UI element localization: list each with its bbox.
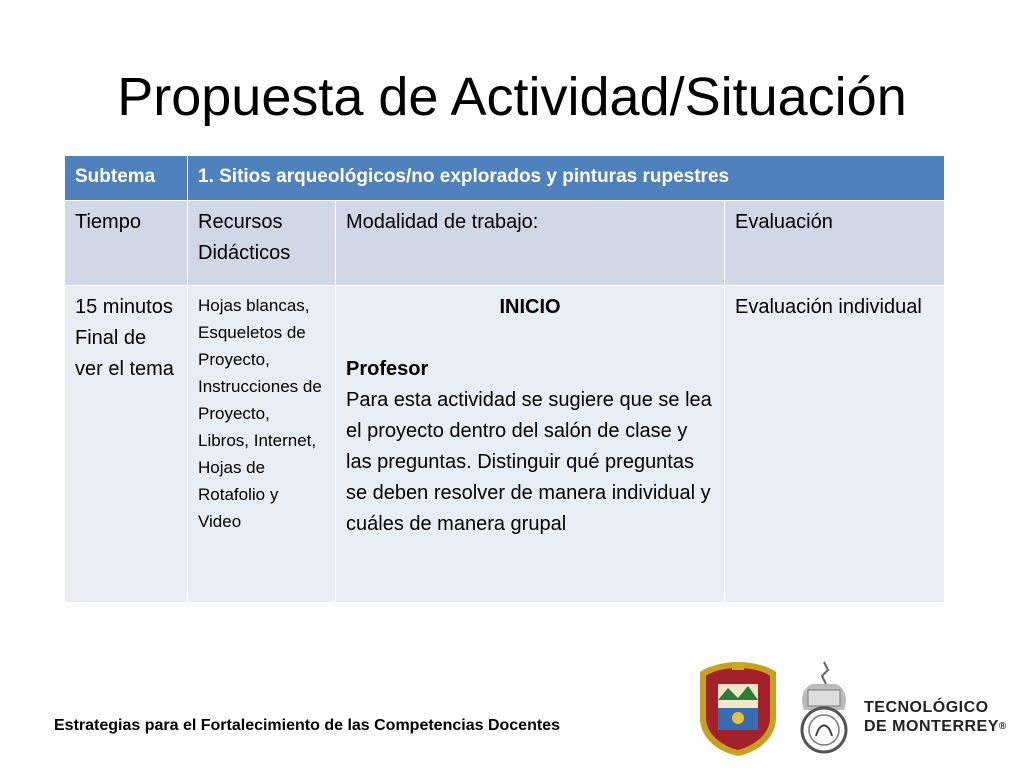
evaluacion-cell: Evaluación individual xyxy=(725,286,945,603)
tec-line2: DE MONTERREY® xyxy=(864,718,1007,735)
subtema-value: 1. Sitios arqueológicos/no explorados y pinturas rupestres xyxy=(188,156,945,201)
modalidad-heading: INICIO xyxy=(499,296,561,318)
tec-line1: TECNOLÓGICO xyxy=(864,699,989,716)
footer-text: Estrategias para el Fortalecimiento de las Competencias Docentes xyxy=(54,717,560,734)
column-evaluacion: Evaluación xyxy=(725,201,945,286)
subtema-row xyxy=(65,156,945,201)
modalidad-text: Para esta actividad se sugiere que se lea el proyecto dentro del salón de clase y las preguntas. Distinguir qué preguntas se deben resolver de manera individual y cuáles de manera grupal xyxy=(346,389,712,535)
recursos-cell: Hojas blancas, Esqueletos de Proyecto, Instrucciones de Proyecto, Libros, Internet, Hojas de Rotafolio y Video xyxy=(188,286,336,603)
slide-title: Propuesta de Actividad/Situación xyxy=(117,67,907,127)
tec-seal-icon xyxy=(792,660,856,756)
registered-mark: ® xyxy=(998,721,1007,732)
activity-table xyxy=(64,155,945,603)
column-header-row xyxy=(65,201,945,286)
table-row xyxy=(65,286,945,603)
modalidad-cell xyxy=(336,286,725,603)
tiempo-cell: 15 minutos Final de ver el tema xyxy=(65,286,188,603)
column-recursos: Recursos Didácticos xyxy=(188,201,336,286)
subtema-label: Subtema xyxy=(65,156,188,201)
column-tiempo: Tiempo xyxy=(65,201,188,286)
column-modalidad: Modalidad de trabajo: xyxy=(336,201,725,286)
logos xyxy=(694,658,1014,758)
state-seal-icon xyxy=(694,658,782,758)
tec-wordmark xyxy=(864,698,1007,736)
modalidad-role: Profesor xyxy=(346,358,429,380)
